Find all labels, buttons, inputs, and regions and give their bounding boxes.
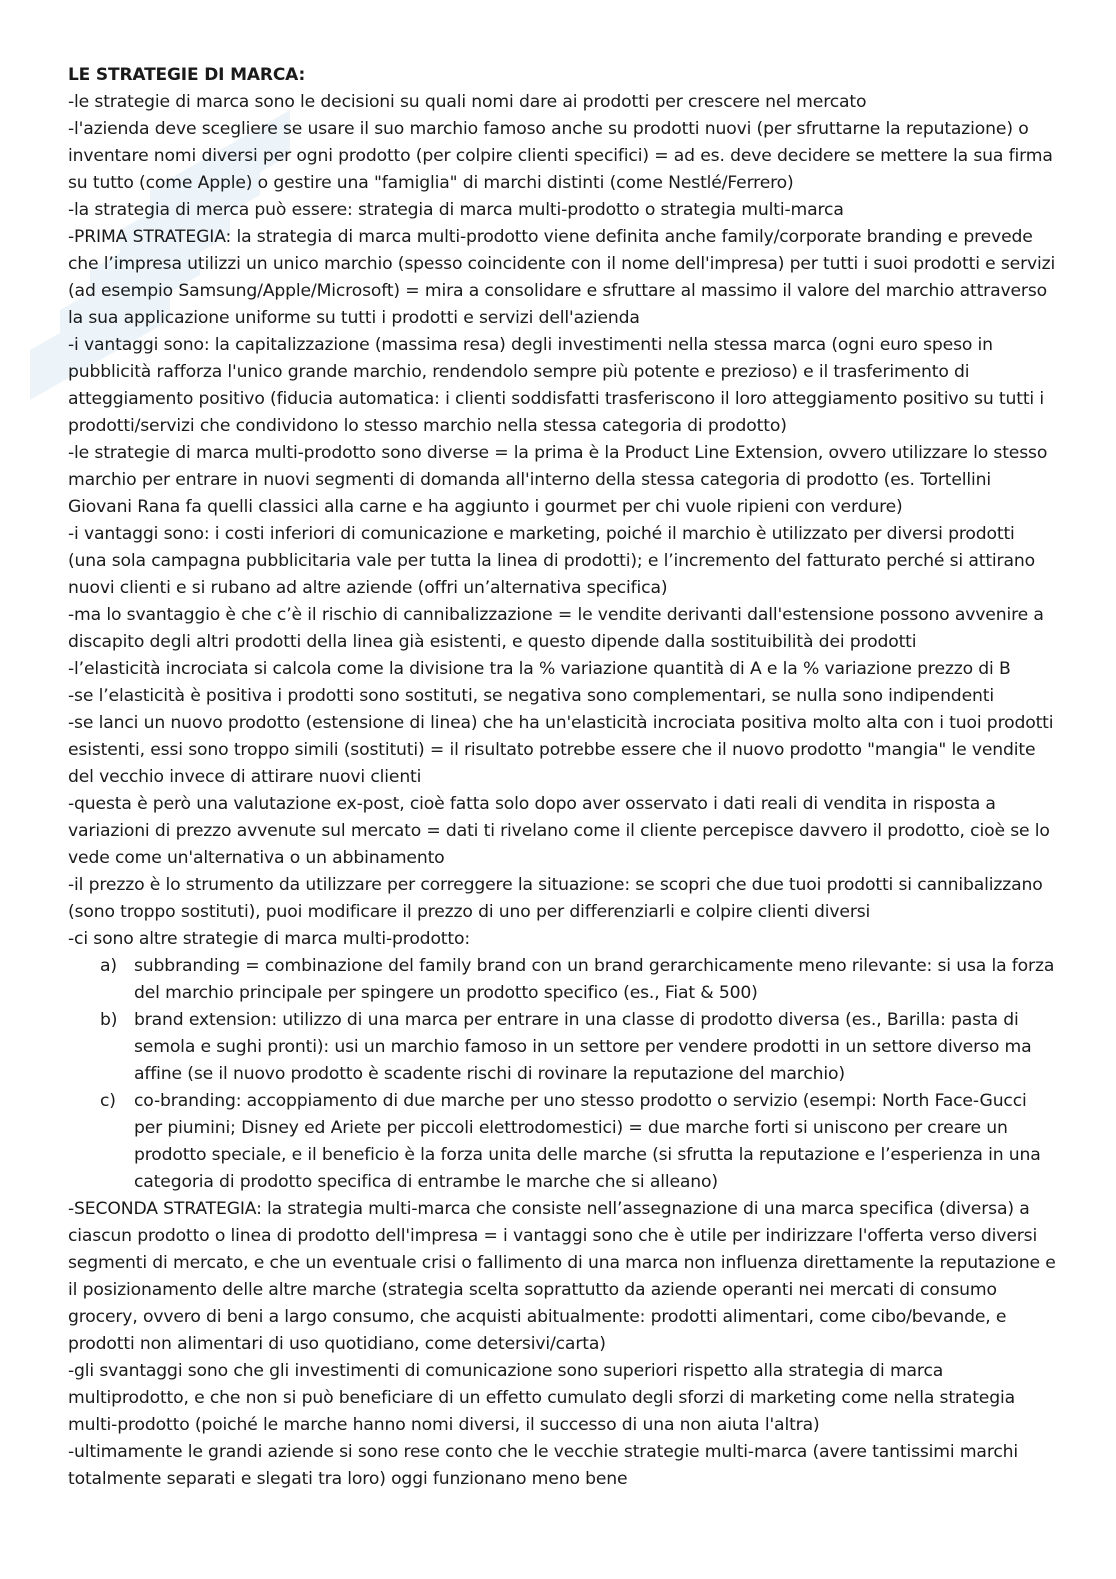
list-item <box>68 1007 1058 1088</box>
paragraph: -il prezzo è lo strumento da utilizzare per correggere la situazione: se scopri che due tuoi prodotti si cannibalizzano (sono troppo sostituti), puoi modificare il prezzo di uno per differenziarli e colpire clienti diversi <box>68 875 1043 922</box>
paragraph: -SECONDA STRATEGIA: la strategia multi-marca che consiste nell’assegnazione di una marca specifica (diversa) a ciascun prodotto o linea di prodotto dell'impresa = i vantaggi sono che è utile per indirizzare l'offerta verso diversi segmenti di mercato, e che un eventuale crisi o fallimento di una marca non influenza direttamente la reputazione e il posizionamento delle altre marche (strategia scelta soprattutto da aziende operanti nei mercati di consumo grocery, ovvero di beni a largo consumo, che acquisti abitualmente: prodotti alimentari, come cibo/bevande, e prodotti non alimentari di uso quotidiano, come detersivi/carta) <box>68 1199 1056 1354</box>
paragraph: -le strategie di marca sono le decisioni su quali nomi dare ai prodotti per crescere nel mercato <box>68 92 867 112</box>
paragraph: -i vantaggi sono: i costi inferiori di comunicazione e marketing, poiché il marchio è utilizzato per diversi prodotti (una sola campagna pubblicitaria vale per tutta la linea di prodotti); e l’incremento del fatturato perché si attirano nuovi clienti e si rubano ad altre aziende (offri un’alternativa specifica) <box>68 524 1035 598</box>
list-marker: b) <box>100 1010 118 1030</box>
list-marker: a) <box>100 956 117 976</box>
paragraph: -l'azienda deve scegliere se usare il suo marchio famoso anche su prodotti nuovi (per sfruttarne la reputazione) o inventare nomi diversi per ogni prodotto (per colpire clienti specifici) = ad es. deve decidere se mettere la sua firma su tutto (come Apple) o gestire una "famiglia" di marchi distinti (come Nestlé/Ferrero) <box>68 119 1053 193</box>
paragraph: -se lanci un nuovo prodotto (estensione di linea) che ha un'elasticità incrociata positiva molto alta con i tuoi prodotti esistenti, essi sono troppo simili (sostituti) = il risultato potrebbe essere che il nuovo prodotto "mangia" le vendite del vecchio invece di attirare nuovi clienti <box>68 713 1054 787</box>
paragraph: -le strategie di marca multi-prodotto sono diverse = la prima è la Product Line Extension, ovvero utilizzare lo stesso marchio per entrare in nuovi segmenti di domanda all'interno della stessa categoria di prodotto (es. Tortellini Giovani Rana fa quelli classici alla carne e ha aggiunto i gourmet per chi vuole ripieni con verdure) <box>68 443 1048 517</box>
paragraphs-before-list <box>68 89 1058 953</box>
document-title: LE STRATEGIE DI MARCA: <box>68 65 306 85</box>
list-item-text: co-branding: accoppiamento di due marche per uno stesso prodotto o servizio (esempi: North Face-Gucci per piumini; Disney ed Ariete per piccoli elettrodomestici) = due marche forti si uniscono per creare un prodotto speciale, e il beneficio è la forza unita delle marche (si sfrutta la reputazione e l’esperienza in una categoria di prodotto specifica di entrambe le marche che si alleano) <box>134 1091 1041 1192</box>
list-marker: c) <box>100 1091 116 1111</box>
paragraph: -se l’elasticità è positiva i prodotti sono sostituti, se negativa sono complementari, se nulla sono indipendenti <box>68 686 994 706</box>
paragraph: -PRIMA STRATEGIA: la strategia di marca multi-prodotto viene definita anche family/corporate branding e prevede che l’impresa utilizzi un unico marchio (spesso coincidente con il nome dell'impresa) per tutti i suoi prodotti e servizi (ad esempio Samsung/Apple/Microsoft) = mira a consolidare e sfruttare al massimo il valore del marchio attraverso la sua applicazione uniforme su tutti i prodotti e servizi dell'azienda <box>68 227 1056 328</box>
multi-product-strategies-list <box>68 953 1058 1196</box>
paragraph: -ultimamente le grandi aziende si sono rese conto che le vecchie strategie multi-marca (avere tantissimi marchi totalmente separati e slegati tra loro) oggi funzionano meno bene <box>68 1442 1019 1489</box>
paragraph: -la strategia di merca può essere: strategia di marca multi-prodotto o strategia multi-marca <box>68 200 844 220</box>
document-page <box>68 62 1058 1493</box>
paragraph: -ci sono altre strategie di marca multi-prodotto: <box>68 929 470 949</box>
paragraph: -questa è però una valutazione ex-post, cioè fatta solo dopo aver osservato i dati reali di vendita in risposta a variazioni di prezzo avvenute sul mercato = dati ti rivelano come il cliente percepisce davvero il prodotto, cioè se lo vede come un'alternativa o un abbinamento <box>68 794 1050 868</box>
paragraphs-after-list <box>68 1196 1058 1493</box>
list-item <box>68 953 1058 1007</box>
list-item <box>68 1088 1058 1196</box>
list-item-text: brand extension: utilizzo di una marca per entrare in una classe di prodotto diversa (es., Barilla: pasta di semola e sughi pronti): usi un marchio famoso in un settore per vendere prodotti in un settore diverso ma affine (se il nuovo prodotto è scadente rischi di rovinare la reputazione del marchio) <box>134 1010 1032 1084</box>
paragraph: -gli svantaggi sono che gli investimenti di comunicazione sono superiori rispetto alla strategia di marca multiprodotto, e che non si può beneficiare di un effetto cumulato degli sforzi di marketing come nella strategia multi-prodotto (poiché le marche hanno nomi diversi, il successo di una non aiuta l'altra) <box>68 1361 1015 1435</box>
paragraph: -i vantaggi sono: la capitalizzazione (massima resa) degli investimenti nella stessa marca (ogni euro speso in pubblicità rafforza l'unico grande marchio, rendendolo sempre più potente e prezioso) e il trasferimento di atteggiamento positivo (fiducia automatica: i clienti soddisfatti trasferiscono il loro atteggiamento positivo su tutti i prodotti/servizi che condividono lo stesso marchio nella stessa categoria di prodotto) <box>68 335 1044 436</box>
list-item-text: subbranding = combinazione del family brand con un brand gerarchicamente meno rilevante: si usa la forza del marchio principale per spingere un prodotto specifico (es., Fiat & 500) <box>134 956 1055 1003</box>
paragraph: -l’elasticità incrociata si calcola come la divisione tra la % variazione quantità di A e la % variazione prezzo di B <box>68 659 1011 679</box>
paragraph: -ma lo svantaggio è che c’è il rischio di cannibalizzazione = le vendite derivanti dall'estensione possono avvenire a discapito degli altri prodotti della linea già esistenti, e questo dipende dalla sostituibilità dei prodotti <box>68 605 1044 652</box>
